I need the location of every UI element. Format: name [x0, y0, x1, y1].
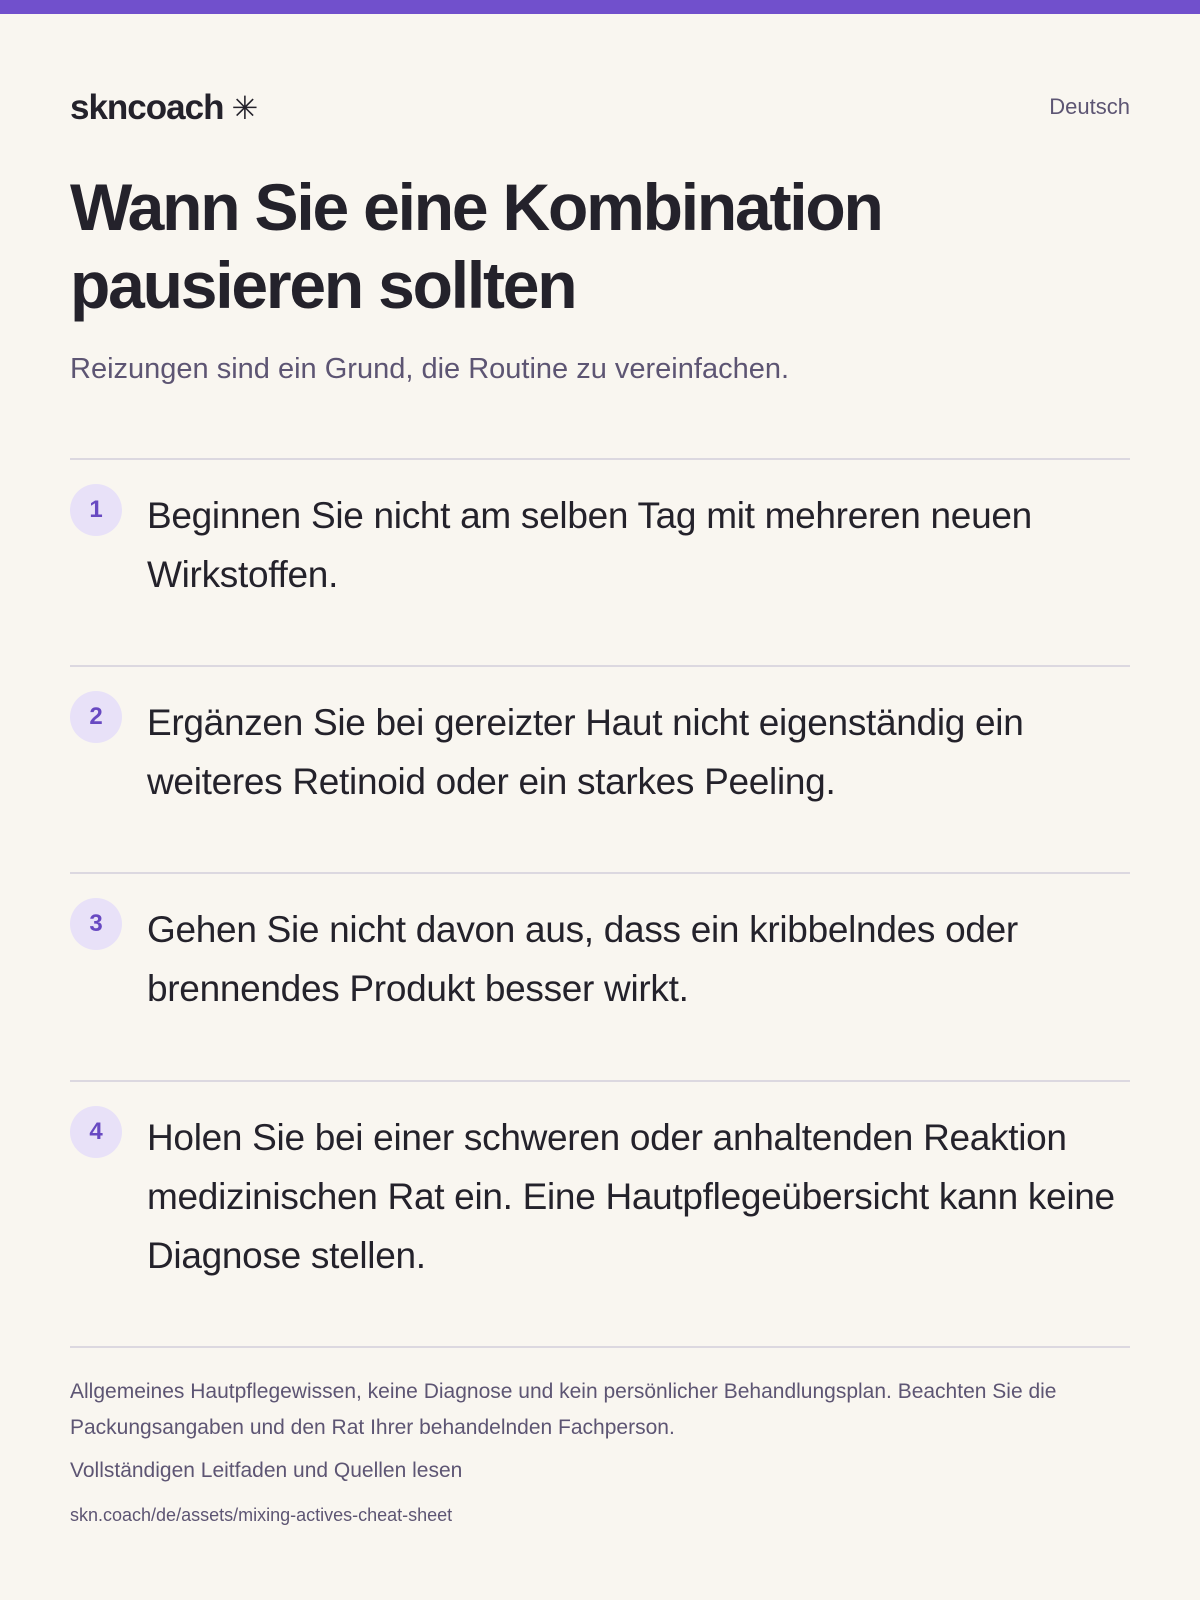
item-text: Beginnen Sie nicht am selben Tag mit mehreren neuen Wirkstoffen. — [147, 495, 1032, 595]
item-number-badge: 2 — [70, 691, 122, 743]
item-number-badge: 4 — [70, 1106, 122, 1158]
item-text: Gehen Sie nicht davon aus, dass ein kribbelndes oder brennendes Produkt besser wirkt. — [147, 909, 1018, 1009]
header — [70, 86, 1130, 130]
page-subtitle: Reizungen sind ein Grund, die Routine zu vereinfachen. — [70, 353, 790, 385]
list-item — [70, 458, 1130, 595]
item-text: Holen Sie bei einer schweren oder anhaltenden Reaktion medizinischen Rat ein. Eine Hautpflegeübersicht kann keine Diagnose stellen. — [147, 1117, 1115, 1276]
full-guide-link[interactable]: Vollständigen Leitfaden und Quellen lesen — [70, 1459, 463, 1482]
list-item — [70, 1080, 1130, 1276]
disclaimer-text: Allgemeines Hautpflegewissen, keine Diagnose und kein persönlicher Behandlungsplan. Beachten Sie die Packungsangaben und den Rat Ihrer behandelnden Fachperson. — [70, 1380, 1057, 1439]
top-accent-bar — [0, 0, 1200, 14]
asterisk-icon: ✳ — [231, 90, 258, 126]
item-text: Ergänzen Sie bei gereizter Haut nicht eigenständig ein weiteres Retinoid oder ein starkes Peeling. — [147, 702, 1024, 802]
brand-logo[interactable] — [70, 86, 257, 130]
page-title: Wann Sie eine Kombination pausieren sollten — [70, 170, 882, 322]
item-number-badge: 1 — [70, 484, 122, 536]
brand-name: skncoach — [70, 88, 224, 127]
item-number-badge: 3 — [70, 898, 122, 950]
list-item — [70, 872, 1130, 1009]
list-item — [70, 665, 1130, 802]
language-selector[interactable]: Deutsch — [1049, 94, 1130, 119]
footer — [70, 1346, 1130, 1525]
source-url: skn.coach/de/assets/mixing-actives-cheat-sheet — [70, 1505, 453, 1525]
